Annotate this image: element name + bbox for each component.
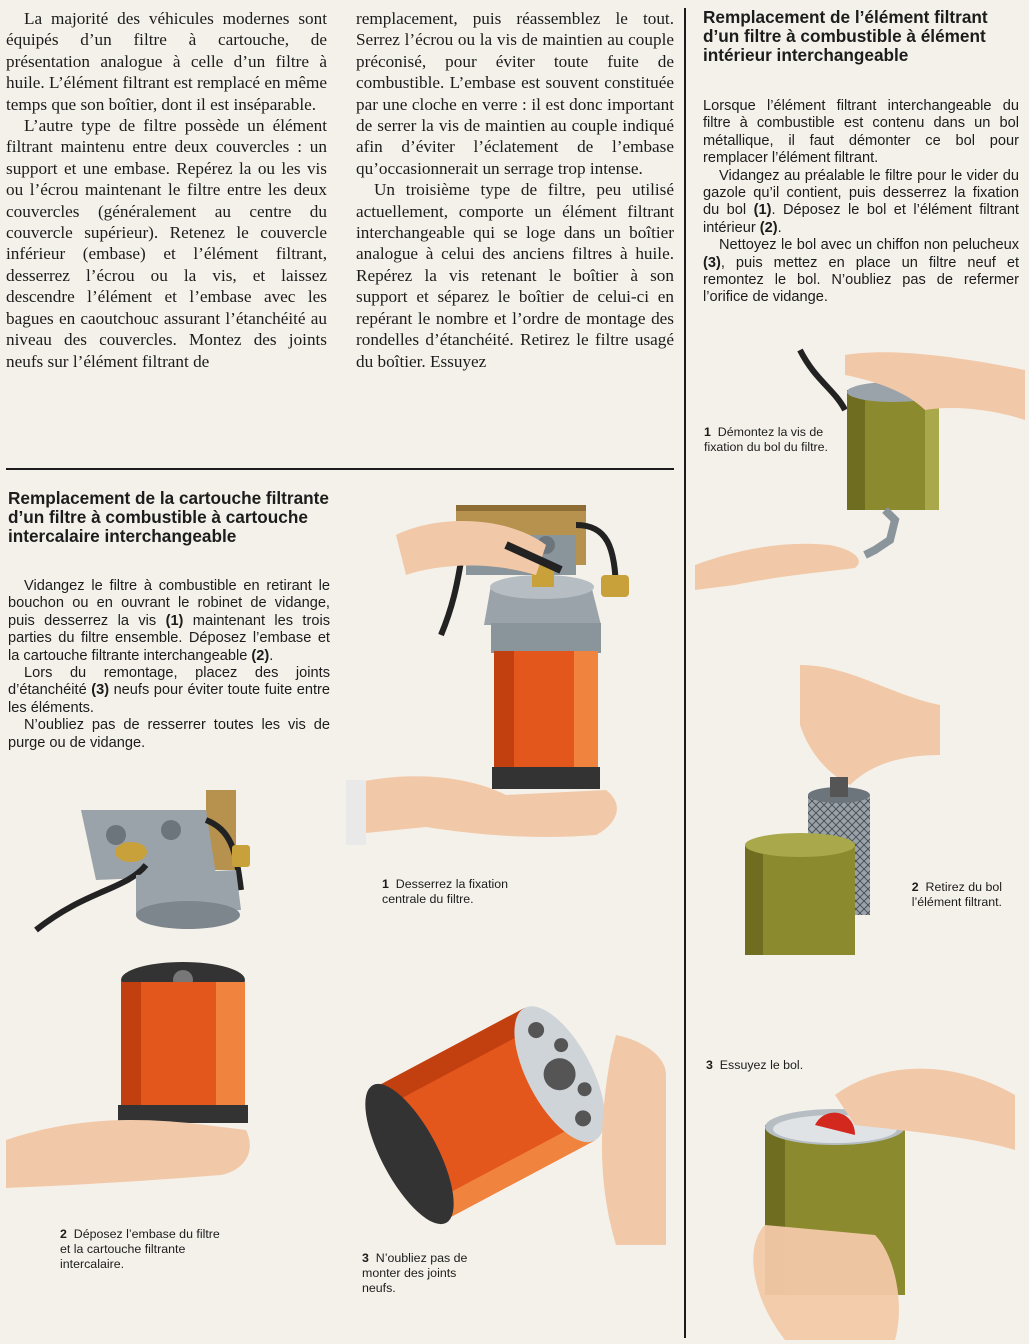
right-paragraph-1: Lorsque l’élément filtrant interchangeable du filtre à combustible est contenu dans un bol métallique, il faut démonter ce bol pour remplacer l’élément filtrant. <box>703 98 1019 167</box>
right-paragraph-2: Vidangez au préalable le filtre pour le vider du gazole qu’il contient, puis desserrez la fixation du bol (1). Déposez le bol et l’élément filtrant intérieur (2). <box>703 167 1019 236</box>
intro-col1-paragraph: La majorité des véhicules modernes sont équipés d’un filtre à cartouche, de présentation analogue à celle d’un filtre à huile. L’élément filtrant est remplacé en même temps que son boîtier, dont il est inséparable. <box>6 9 327 114</box>
right-section-body <box>703 98 1019 307</box>
left-section-heading: Remplacement de la cartouche filtrante d’un filtre à combustible à cartouche intercalaire interchangeable <box>8 488 329 546</box>
left-section-body <box>8 578 330 752</box>
intro-col2-paragraph: Un troisième type de filtre, peu utilisé actuellement, comporte un élément filtrant interchangeable qui se loge dans un boîtier analogue à celui des anciens filtres à huile. Repérez la vis retenant le boîtier à son support et séparez le boîtier de celui-ci en repérant le nombre et l’ordre de montage des rondelles d’étanchéité. Retirez le filtre usagé du boîtier. Essuyez <box>356 180 674 371</box>
left-paragraph-2: Lors du remontage, placez des joints d’étanchéité (3) neufs pour éviter toute fuite entre les éléments. <box>8 665 330 716</box>
illustration-right-2 <box>740 665 940 955</box>
intro-column-2 <box>356 8 674 372</box>
right-paragraph-3: Nettoyez le bol avec un chiffon non pelucheux (3), puis mettez en place un filtre neuf et remontez le bol. N’oubliez pas de refermer l’orifice de vidange. <box>703 237 1019 306</box>
illustration-left-2 <box>6 790 336 1210</box>
caption-left-3: 3 N’oubliez pas de monter des joints neufs. <box>362 1251 468 1295</box>
illustration-right-3 <box>745 1055 1015 1340</box>
illustration-right-1 <box>695 350 1025 590</box>
caption-left-1: 1 Desserrez la fixation centrale du filtre. <box>382 877 509 906</box>
intro-column-1 <box>6 8 327 372</box>
intro-col2-paragraph: remplacement, puis réassemblez le tout. Serrez l’écrou ou la vis de maintien au couple préconisé, pour éviter toute fuite de combustible. L’embase est souvent constituée par une cloche en verre : il est donc important de serrer la vis de maintien au couple indiqué afin d’éviter l’éclatement de l’embase qu’occasionnerait un serrage trop intense. <box>356 9 674 178</box>
caption-right-2: 2 Retirez du bol l’élément filtrant. <box>911 880 1002 909</box>
caption-right-1: 1 Démontez la vis de fixation du bol du filtre. <box>704 425 828 454</box>
left-paragraph-1: Vidangez le filtre à combustible en retirant le bouchon ou en ouvrant le robinet de vidange, puis desserrez la vis (1) maintenant les trois parties du filtre ensemble. Déposez l’embase et la cartouche filtrante interchangeable (2). <box>8 578 330 664</box>
illustration-left-3 <box>366 995 666 1245</box>
left-paragraph-3: N’oubliez pas de resserrer toutes les vis de purge ou de vidange. <box>8 717 330 751</box>
intro-col1-paragraph: L’autre type de filtre possède un élément filtrant maintenu entre deux couvercles : un support et une embase. Repérez la ou les vis ou l’écrou maintenant le filtre entre les deux couvercles (généralement au centre du couvercle supérieur). Retenez le couvercle inférieur (embase) et l’élément filtrant, desserrez l’écrou ou la vis, et laissez descendre l’élément et l’embase avec les bagues en caoutchouc assurant l’étanchéité au niveau des couvercles. Montez des joints neufs sur l’élément filtrant de <box>6 116 327 371</box>
vertical-divider <box>684 8 686 1338</box>
caption-right-3: 3 Essuyez le bol. <box>706 1058 804 1072</box>
right-section-heading: Remplacement de l’élément filtrant d’un filtre à combustible à élément intérieur interchangeable <box>703 7 988 65</box>
caption-left-2: 2 Déposez l’embase du filtre et la cartouche filtrante intercalaire. <box>60 1227 220 1271</box>
illustration-left-1 <box>346 505 666 865</box>
horizontal-divider <box>6 468 674 470</box>
